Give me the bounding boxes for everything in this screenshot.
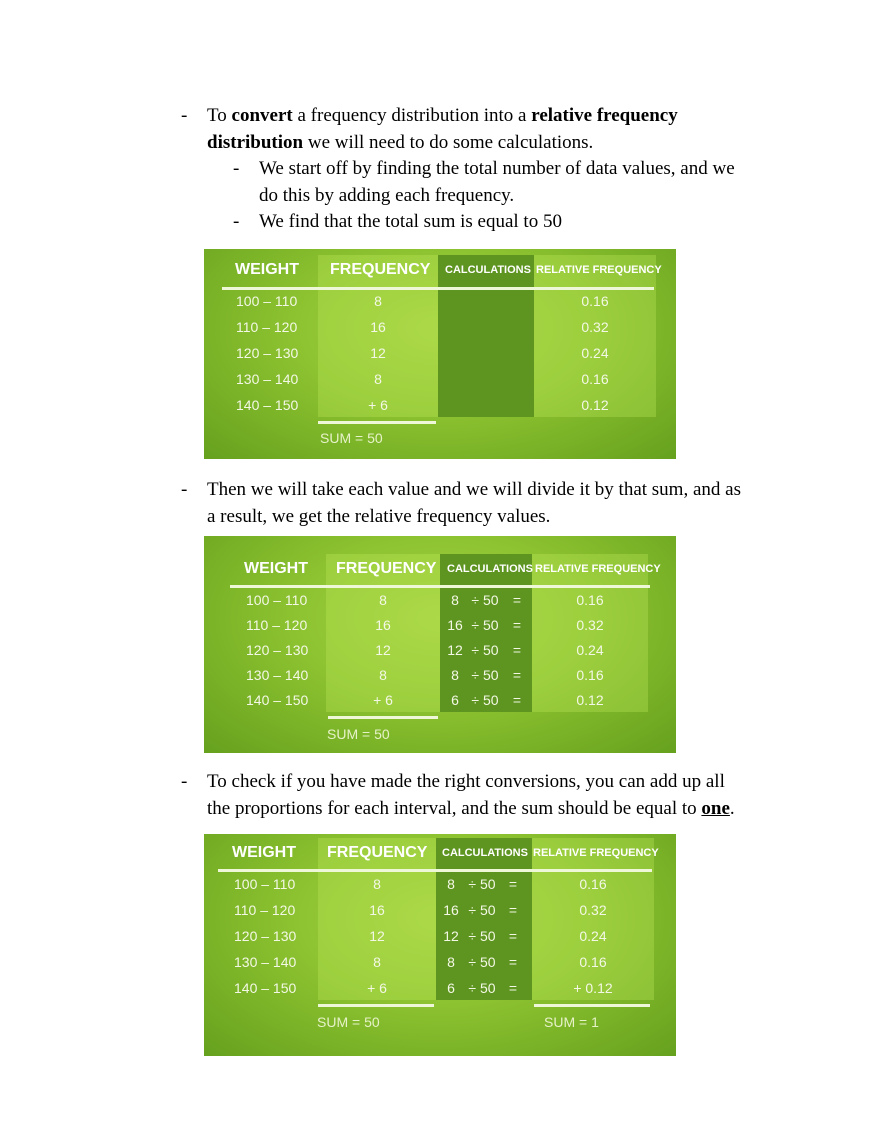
frequency-cell: + 6	[368, 397, 388, 413]
frequency-cell: 16	[375, 617, 391, 633]
relative-frequency-cell: 0.16	[581, 371, 609, 387]
frequency-table-2	[204, 536, 676, 753]
header-frequency: FREQUENCY	[336, 560, 437, 577]
frequency-cell: 12	[370, 345, 386, 361]
bullet-text	[259, 209, 799, 236]
header-relative-frequency: RELATIVE FREQUENCY	[535, 563, 661, 575]
frequency-table-1	[204, 249, 676, 459]
header-calculations: CALCULATIONS	[442, 847, 528, 859]
calc-divisor-cell: ÷ 50	[471, 617, 499, 633]
header-weight: WEIGHT	[235, 261, 299, 278]
text-line: We start off by finding the total number of data values, and we	[259, 158, 735, 179]
calc-divisor-cell: ÷ 50	[471, 592, 499, 608]
text-segment: we will need to do some calculations.	[303, 131, 594, 153]
header-frequency: FREQUENCY	[327, 844, 428, 861]
calc-equals-cell: =	[512, 692, 522, 708]
relative-frequency-cell: 0.16	[579, 876, 607, 892]
frequency-cell: 8	[374, 293, 382, 309]
calc-divisor-cell: ÷ 50	[468, 928, 496, 944]
sum-frequency: SUM = 50	[317, 1014, 380, 1030]
header-calculations: CALCULATIONS	[445, 264, 531, 276]
bold-text: relative frequency	[531, 105, 678, 126]
bullet-dash: -	[181, 771, 188, 792]
calc-numerator-cell: 6	[451, 692, 459, 708]
bullet-dash: -	[233, 158, 240, 179]
relative-frequency-cell: 0.24	[576, 642, 604, 658]
relative-frequency-cell: 0.16	[576, 592, 604, 608]
weight-cell: 110 – 120	[246, 617, 308, 633]
calculations-column-band	[438, 255, 534, 417]
relative-frequency-cell: 0.16	[579, 954, 607, 970]
frequency-cell: + 6	[373, 692, 393, 708]
text-segment: To	[207, 105, 232, 126]
calc-equals-cell: =	[508, 954, 518, 970]
calc-equals-cell: =	[512, 642, 522, 658]
frequency-table-3	[204, 834, 676, 1056]
bold-text: distribution	[207, 131, 304, 153]
calc-equals-cell: =	[508, 928, 518, 944]
calc-divisor-cell: ÷ 50	[471, 642, 499, 658]
header-divider	[218, 869, 652, 872]
relative-frequency-cell: 0.16	[576, 667, 604, 683]
weight-cell: 110 – 120	[234, 902, 296, 918]
sum-divider-relative	[534, 1004, 650, 1007]
relative-frequency-cell: 0.12	[576, 692, 604, 708]
weight-cell: 130 – 140	[246, 667, 309, 683]
calc-numerator-cell: 6	[447, 980, 455, 996]
header-divider	[230, 585, 650, 588]
calc-divisor-cell: ÷ 50	[471, 667, 499, 683]
bullet-dash: -	[233, 211, 240, 232]
emphasized-word: one	[701, 797, 730, 819]
sum-divider	[318, 1004, 434, 1007]
frequency-cell: 8	[373, 954, 381, 970]
header-relative-frequency: RELATIVE FREQUENCY	[536, 264, 662, 276]
calc-equals-cell: =	[512, 667, 522, 683]
calc-numerator-cell: 8	[451, 667, 459, 683]
weight-cell: 110 – 120	[236, 319, 298, 335]
weight-cell: 100 – 110	[234, 876, 296, 892]
frequency-cell: 16	[369, 902, 385, 918]
relative-column-band	[532, 554, 648, 712]
bullet-check	[181, 769, 801, 825]
frequency-cell: 16	[370, 319, 386, 335]
bullet-text	[207, 103, 767, 156]
header-frequency: FREQUENCY	[330, 261, 431, 278]
calc-numerator-cell: 16	[447, 617, 463, 633]
bold-text: convert	[231, 105, 293, 126]
sum-divider	[328, 716, 438, 719]
text-segment: .	[729, 797, 735, 819]
frequency-cell: 8	[379, 592, 387, 608]
relative-frequency-cell: 0.32	[581, 319, 609, 335]
calc-equals-cell: =	[508, 876, 518, 892]
weight-cell: 130 – 140	[234, 954, 297, 970]
text-segment: a frequency distribution into a	[292, 105, 532, 126]
relative-frequency-cell: 0.24	[579, 928, 607, 944]
calc-divisor-cell: ÷ 50	[468, 980, 496, 996]
bullet-convert	[181, 103, 781, 163]
relative-frequency-cell: + 0.12	[573, 980, 613, 996]
bullet-dash: -	[181, 105, 188, 126]
weight-cell: 120 – 130	[234, 928, 297, 944]
calc-divisor-cell: ÷ 50	[468, 954, 496, 970]
frequency-column-band	[318, 838, 436, 1000]
relative-frequency-cell: 0.32	[576, 617, 604, 633]
frequency-cell: 8	[379, 667, 387, 683]
relative-frequency-cell: 0.32	[579, 902, 607, 918]
text-line: Then we will take each value and we will divide it by that sum, and as	[207, 479, 741, 500]
header-relative-frequency: RELATIVE FREQUENCY	[533, 847, 659, 859]
sum-relative: SUM = 1	[544, 1014, 599, 1030]
weight-cell: 140 – 150	[234, 980, 297, 996]
header-weight: WEIGHT	[244, 560, 308, 577]
bullet-text	[207, 769, 797, 822]
calc-divisor-cell: ÷ 50	[468, 876, 496, 892]
frequency-cell: 12	[369, 928, 385, 944]
relative-column-band	[534, 255, 656, 417]
calc-equals-cell: =	[508, 902, 518, 918]
calculations-column-band	[440, 554, 532, 712]
weight-cell: 100 – 110	[246, 592, 308, 608]
weight-cell: 140 – 150	[246, 692, 309, 708]
sum-frequency: SUM = 50	[320, 430, 383, 446]
sub-bullet-total	[233, 156, 793, 212]
calc-equals-cell: =	[512, 592, 522, 608]
text-line: do this by adding each frequency.	[259, 184, 515, 206]
relative-frequency-cell: 0.16	[581, 293, 609, 309]
header-calculations: CALCULATIONS	[447, 563, 533, 575]
text-segment: the proportions for each interval, and the sum should be equal to	[207, 797, 702, 819]
frequency-cell: 8	[373, 876, 381, 892]
weight-cell: 120 – 130	[246, 642, 309, 658]
calc-numerator-cell: 8	[447, 876, 455, 892]
calc-divisor-cell: ÷ 50	[468, 902, 496, 918]
text-line: To check if you have made the right conversions, you can add up all	[207, 771, 725, 792]
relative-frequency-cell: 0.24	[581, 345, 609, 361]
header-weight: WEIGHT	[232, 844, 296, 861]
text-line: We find that the total sum is equal to 50	[259, 211, 562, 232]
header-divider	[222, 287, 654, 290]
frequency-column-band	[318, 255, 438, 417]
relative-frequency-cell: 0.12	[581, 397, 609, 413]
frequency-cell: 8	[374, 371, 382, 387]
weight-cell: 120 – 130	[236, 345, 299, 361]
bullet-text	[207, 477, 797, 530]
sub-bullet-sum	[233, 209, 793, 237]
text-line: a result, we get the relative frequency values.	[207, 505, 551, 527]
calc-equals-cell: =	[508, 980, 518, 996]
calc-numerator-cell: 8	[451, 592, 459, 608]
relative-column-band	[532, 838, 654, 1000]
frequency-cell: 12	[375, 642, 391, 658]
bullet-text	[259, 156, 799, 209]
frequency-cell: + 6	[367, 980, 387, 996]
sum-frequency: SUM = 50	[327, 726, 390, 742]
weight-cell: 100 – 110	[236, 293, 298, 309]
calc-numerator-cell: 16	[443, 902, 459, 918]
calc-numerator-cell: 8	[447, 954, 455, 970]
bullet-dash: -	[181, 479, 188, 500]
calculations-column-band	[436, 838, 532, 1000]
calc-numerator-cell: 12	[447, 642, 463, 658]
calc-equals-cell: =	[512, 617, 522, 633]
calc-divisor-cell: ÷ 50	[471, 692, 499, 708]
sum-divider	[318, 421, 436, 424]
weight-cell: 130 – 140	[236, 371, 299, 387]
weight-cell: 140 – 150	[236, 397, 299, 413]
calc-numerator-cell: 12	[443, 928, 459, 944]
bullet-divide	[181, 477, 801, 533]
